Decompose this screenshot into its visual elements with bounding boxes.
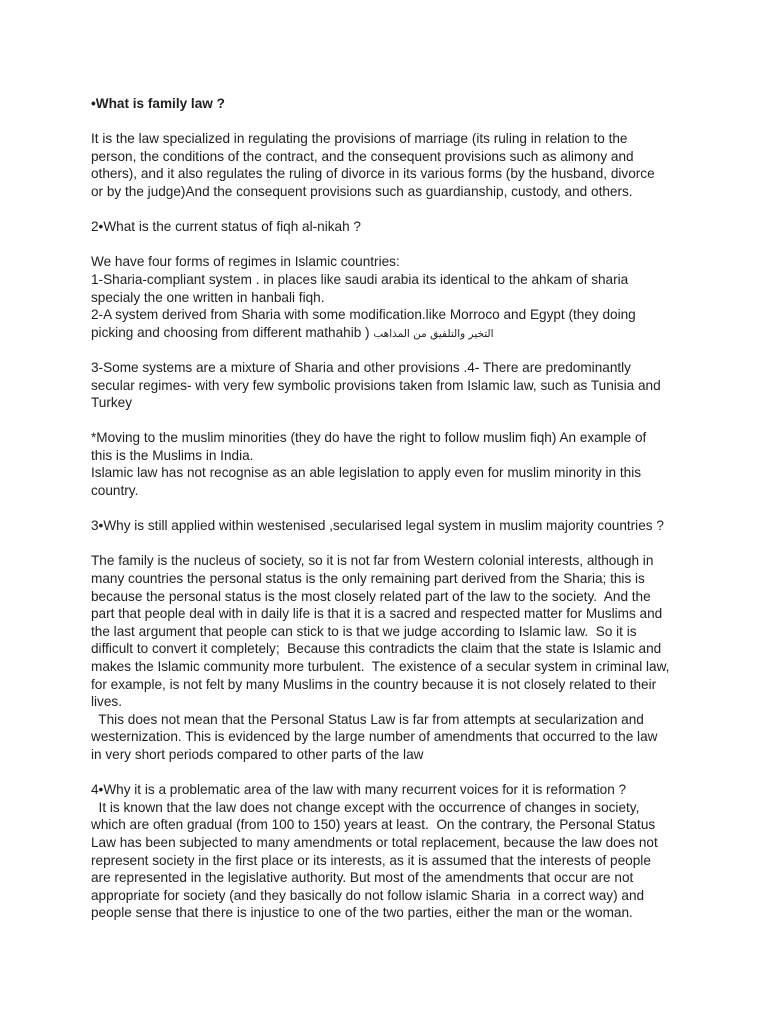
question-2: 2•What is the current status of fiqh al-nikah ? <box>91 219 361 235</box>
arabic-phrase: التخير والتلفيق من المذاهب <box>373 327 494 340</box>
text-line: 2-A system derived from Sharia with some modification.like Morroco and Egypt (they doing <box>91 307 636 323</box>
text-line: this is the Muslims in India. <box>91 447 254 463</box>
spacer <box>91 412 691 430</box>
text-segment: picking and choosing from different mathahib ) <box>91 324 374 340</box>
text-line: people sense that there is injustice to one of the two parties, either the man or the woman. <box>91 905 633 921</box>
text-line-with-arabic <box>91 324 691 342</box>
text-line: person, the conditions of the contract, and the consequent provisions such as alimony and <box>91 148 634 164</box>
text-line: We have four forms of regimes in Islamic countries: <box>91 254 400 270</box>
text-line: Turkey <box>91 395 133 411</box>
spacer <box>91 201 691 219</box>
text-line: It is known that the law does not change except with the occurrence of changes in society, <box>91 799 640 815</box>
question-3: 3•Why is still applied within westenised ,secularised legal system in muslim majority countries ? <box>91 518 664 534</box>
text-line: The family is the nucleus of society, so it is not far from Western colonial interests, although in <box>91 553 654 569</box>
text-line: makes the Islamic community more turbulent. The existence of a secular system in criminal law, <box>91 659 670 674</box>
spacer <box>91 500 691 518</box>
text-line: others), and it also regulates the ruling of divorce in its various forms (by the husband, divorce <box>91 166 655 182</box>
text-line: in very short periods compared to other parts of the law <box>91 746 424 762</box>
text-line: are represented in the legislative authority. But most of the amendments that occur are not <box>91 870 634 886</box>
text-line: represent society in the first place or its interests, as it is assumed that the interests of people <box>91 852 651 868</box>
text-line: difficult to convert it completely; Because this contradicts the claim that the state is Islamic and <box>91 641 662 657</box>
text-line: or by the judge)And the consequent provisions such as guardianship, custody, and others. <box>91 183 633 199</box>
paragraph-reformation <box>91 799 691 922</box>
text-line: It is the law specialized in regulating the provisions of marriage (its ruling in relation to the <box>91 131 628 147</box>
text-line: Law has been subjected to many amendments or total replacement, because the law does not <box>91 834 658 850</box>
text-line: many countries the personal status is the only remaining part derived from the Sharia; this is <box>91 571 645 587</box>
paragraph-mixed-systems <box>91 359 691 412</box>
spacer <box>91 341 691 359</box>
paragraph-regimes <box>91 253 691 341</box>
document-page <box>91 95 691 922</box>
text-line: appropriate for society (and they basically do not follow islamic Sharia in a correct way) and <box>91 887 645 903</box>
text-line: *Moving to the muslim minorities (they do have the right to follow muslim fiqh) An example of <box>91 430 647 446</box>
text-line: for example, is not felt by many Muslims in the country because it is not closely related to their <box>91 676 657 692</box>
text-line: secular regimes- with very few symbolic provisions taken from Islamic law, such as Tunisia and <box>91 377 661 393</box>
spacer <box>91 236 691 254</box>
text-line: specialy the one written in hanbali fiqh. <box>91 289 325 305</box>
question-4: 4•Why it is a problematic area of the law with many recurrent voices for it is reformation ? <box>91 782 627 798</box>
text-line: country. <box>91 483 139 499</box>
paragraph-nucleus-of-society <box>91 552 691 763</box>
spacer <box>91 764 691 782</box>
text-line: This does not mean that the Personal Status Law is far from attempts at secularization and <box>91 711 644 727</box>
text-line: Islamic law has not recognise as an able legislation to apply even for muslim minority in this <box>91 465 642 481</box>
text-line: which are often gradual (from 100 to 150) years at least. On the contrary, the Personal Status <box>91 817 656 833</box>
spacer <box>91 113 691 131</box>
heading-what-is-family-law: •What is family law ? <box>91 96 225 111</box>
text-line: westernization. This is evidenced by the large number of amendments that occurred to the law <box>91 729 658 745</box>
text-line: lives. <box>91 694 122 710</box>
text-line: 3-Some systems are a mixture of Sharia and other provisions .4- There are predominantly <box>91 359 631 375</box>
text-line: part that people deal with in daily life is that it is a sacred and respected matter for Muslims and <box>91 606 663 622</box>
paragraph-minorities <box>91 429 691 499</box>
text-line: 1-Sharia-compliant system . in places like saudi arabia its identical to the ahkam of sharia <box>91 271 629 287</box>
spacer <box>91 535 691 553</box>
paragraph-definition <box>91 130 691 200</box>
text-line: because the personal status is the most closely related part of the law to the society. And the <box>91 588 651 604</box>
text-line: the last argument that people can stick to is that we judge according to Islamic law. So it is <box>91 623 637 639</box>
